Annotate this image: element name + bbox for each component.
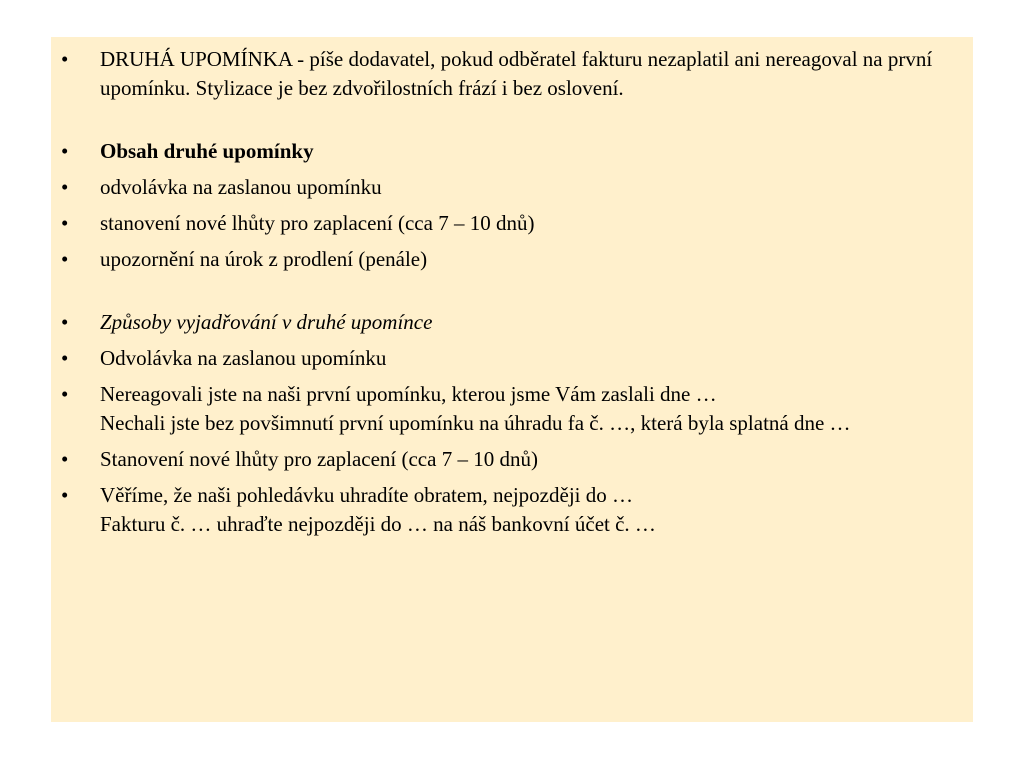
bullet-item-second-reminder-definition [51,45,973,103]
bullet-icon: • [61,247,69,271]
bullet-icon: • [61,346,69,370]
bullet-heading-bold: Obsah druhé upomínky [100,139,314,163]
bullet-item-new-deadline [51,209,973,238]
bullet-text: Stanovení nové lhůty pro zaplacení (cca 7 – 10 dnů) [100,447,538,471]
bullet-icon: • [61,310,69,334]
bullet-icon: • [61,211,69,235]
bullet-item-expressions-heading [51,308,973,337]
bullet-text-line-2: Nechali jste bez povšimnutí první upomínku na úhradu fa č. …, která byla splatná dne … [100,411,851,435]
bullet-item-reference [51,173,973,202]
bullet-text: stanovení nové lhůty pro zaplacení (cca 7 – 10 dnů) [100,211,535,235]
content-box [51,37,973,722]
bullet-heading-italic: Způsoby vyjadřování v druhé upomínce [100,310,433,334]
bullet-list [51,45,973,546]
bullet-text: odvolávka na zaslanou upomínku [100,175,382,199]
bullet-icon: • [61,139,69,163]
bullet-text: DRUHÁ UPOMÍNKA - píše dodavatel, pokud odběratel fakturu nezaplatil ani nereagoval na první upomínku. Stylizace je bez zdvořilostních frází i bez oslovení. [100,47,933,100]
bullet-icon: • [61,175,69,199]
bullet-item-late-interest [51,245,973,274]
bullet-icon: • [61,47,69,71]
bullet-item-new-deadline-expression [51,445,973,474]
bullet-text-line-2: Fakturu č. … uhraďte nejpozději do … na náš bankovní účet č. … [100,512,656,536]
bullet-item-content-heading [51,137,973,166]
bullet-icon: • [61,483,69,507]
bullet-icon: • [61,447,69,471]
bullet-icon: • [61,382,69,406]
bullet-item-no-reaction-examples [51,380,973,438]
bullet-text: upozornění na úrok z prodlení (penále) [100,247,428,271]
bullet-text: Odvolávka na zaslanou upomínku [100,346,387,370]
bullet-text-line-1: Věříme, že naši pohledávku uhradíte obratem, nejpozději do … [100,483,633,507]
bullet-item-reference-expression [51,344,973,373]
bullet-item-payment-examples [51,481,973,539]
bullet-text-line-1: Nereagovali jste na naši první upomínku, kterou jsme Vám zaslali dne … [100,382,717,406]
